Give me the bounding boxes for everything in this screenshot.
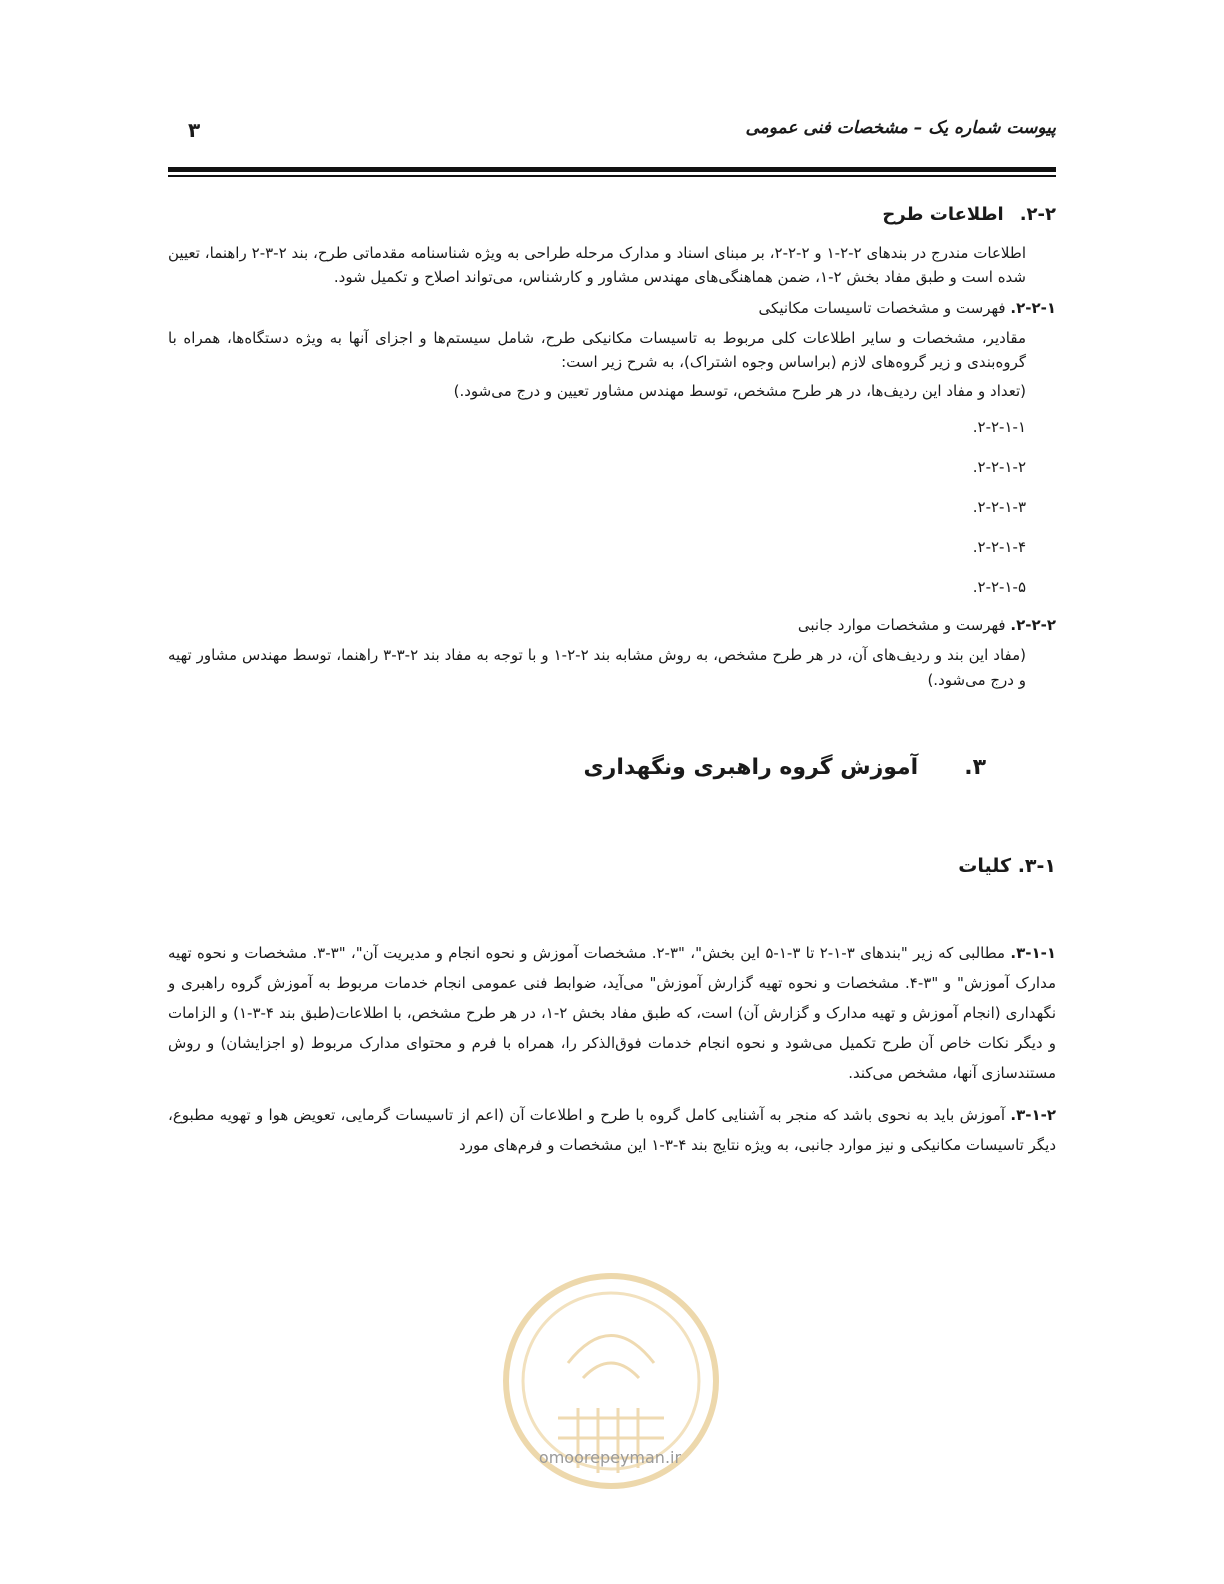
item-paragraph: مطالبی که زیر "بندهای ۳-۱-۲ تا ۳-۱-۵ این بخش"، "۳-۲. مشخصات آموزش و نحوه انجام و مدیریت آن"، "۳-۳. مشخصات و نحوه تهیه مدارک آموزش" و "۳-۴. مشخصات و نحوه تهیه گزارش آموزش" می‌آید، ضوابط فنی عمومی انجام خدمات مربوط به آموزش گروه راهبری و نگهداری (انجام آموزش و تهیه مدارک و گزارش آن) است، که طبق مفاد بخش ۲-۱، در هر طرح مشخص، با اطلاعات(طبق بند ۴-۳-۱) و الزامات و دیگر نکات خاص آن طرح تکمیل می‌شود و نحوه انجام خدمات فوق‌الذکر را، همراه با فرم و محتوای مدارک مربوط (و اجزایشان) و روش مستندسازی آنها، مشخص می‌کند. [168,944,1056,1083]
section-number: ۲-۲. [1019,204,1056,225]
section-title: آموزش گروه راهبری ونگهداری [583,754,919,780]
item-number: ۲-۲-۱. [1010,298,1056,317]
list-item: ۲-۲-۱-۵. [972,577,1026,596]
item-3-1-1 [168,938,1056,1088]
document-body [168,200,1056,1160]
list-item: ۲-۲-۱-۴. [972,537,1026,556]
item-heading-2-2-1 [168,296,1056,320]
item-title: فهرست و مشخصات تاسیسات مکانیکی [758,298,1006,317]
section-title: کلیات [958,855,1012,878]
section-number: ۳-۱. [1017,855,1056,878]
item-3-1-2 [168,1100,1056,1160]
watermark-site: omoorepeyman.ir [538,1448,682,1467]
header-title: پیوست شماره یک – مشخصات فنی عمومی [745,118,1056,138]
header-rule-thin [168,175,1056,177]
section-number: ۳. [964,754,986,780]
page-number: ۳ [188,118,201,142]
item-title: فهرست و مشخصات موارد جانبی [797,615,1006,634]
section-2-2-paragraph: اطلاعات مندرج در بندهای ۲-۲-۱ و ۲-۲-۲، بر مبنای اسناد و مدارک مرحله طراحی به ویژه شناسنامه مقدماتی طرح، بند ۲-۳-۲ راهنما، تعیین شده است و طبق مفاد بخش ۲-۱، ضمن هماهنگی‌های مهندس مشاور و کارشناس، می‌تواند اصلاح و تکمیل شود. [168,244,1026,287]
section-heading-3-1 [168,851,1056,882]
item-number: ۳-۱-۱. [1010,944,1057,963]
item-2-2-1-paragraph: مقادیر، مشخصات و سایر اطلاعات کلی مربوط به تاسیسات مکانیکی طرح، شامل سیستم‌ها و اجزای آنها به ویژه دستگاه‌ها، همراه با گروه‌بندی و زیر گروه‌های لازم (براساس وجوه اشتراک)، به شرح زیر است: [168,329,1026,372]
list-item: ۲-۲-۱-۱. [972,417,1026,436]
header-rule-thick [168,167,1056,172]
page-header [180,118,1056,158]
list-item: ۲-۲-۱-۳. [972,497,1026,516]
section-heading-2-2 [168,200,1056,229]
item-heading-2-2-2 [168,613,1056,637]
list-item: ۲-۲-۱-۲. [972,457,1026,476]
item-paragraph: آموزش باید به نحوی باشد که منجر به آشنایی کامل گروه با طرح و اطلاعات آن (اعم از تاسیسات گرمایی، تعویض هوا و تهویه مطبوع، دیگر تاسیسات مکانیکی و نیز موارد جانبی، به ویژه نتایج بند ۴-۳-۱ این مشخصات و فرم‌های مورد [168,1106,1056,1155]
section-heading-3 [168,750,986,786]
section-title: اطلاعات طرح [882,204,1004,225]
sub-item-list [168,407,1026,607]
item-number: ۲-۲-۲. [1010,615,1056,634]
item-2-2-2-paragraph: (مفاد این بند و ردیف‌های آن، در هر طرح مشخص، به روش مشابه بند ۲-۲-۱ و با توجه به مفاد بند ۲-۳-۳ راهنما، توسط مهندس مشاور تهیه و درج می‌شود.) [168,646,1026,689]
item-2-2-1-note: (تعداد و مفاد این ردیف‌ها، در هر طرح مشخص، توسط مهندس مشاور تعیین و درج می‌شود.) [453,381,1026,400]
item-number: ۳-۱-۲. [1010,1106,1056,1125]
